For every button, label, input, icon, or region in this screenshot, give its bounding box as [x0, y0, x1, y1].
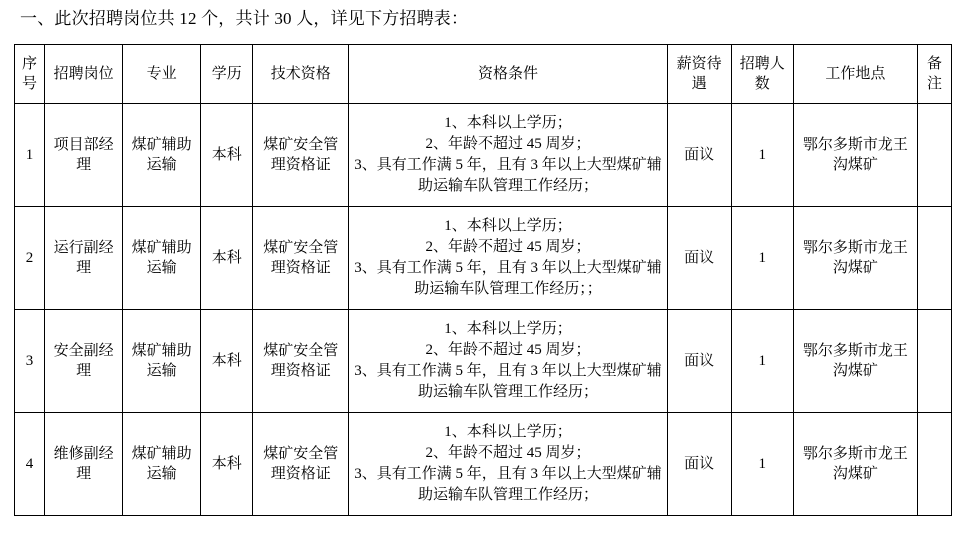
- cell-location-label: 鄂尔多斯市龙王沟煤矿: [802, 342, 908, 379]
- cell-conditions: [349, 104, 667, 207]
- cell-location: [793, 104, 917, 207]
- cell-index: 3: [15, 310, 45, 413]
- cell-location: [793, 413, 917, 516]
- cell-major-label: 煤矿辅助运输: [131, 342, 192, 379]
- cell-conditions: [349, 310, 667, 413]
- cell-location-label: 鄂尔多斯市龙王沟煤矿: [802, 136, 908, 173]
- column-header-major-label: 专业: [146, 65, 177, 82]
- column-header-major: [123, 45, 201, 104]
- table-header-row: [15, 45, 952, 104]
- cell-tech: [253, 104, 349, 207]
- column-header-post-label: 招聘岗位: [53, 65, 114, 82]
- condition-line: 2、年龄不超过 45 周岁；: [425, 239, 591, 255]
- column-header-conditions: [349, 45, 667, 104]
- cell-post: [45, 310, 123, 413]
- column-header-count-label: 招聘人数: [739, 55, 785, 92]
- cell-location: [793, 207, 917, 310]
- cell-major: [123, 310, 201, 413]
- table-body: [15, 104, 952, 516]
- column-header-conditions-label: 资格条件: [477, 65, 538, 82]
- cell-major-label: 煤矿辅助运输: [131, 136, 192, 173]
- cell-note: [917, 310, 951, 413]
- table-row: [15, 310, 952, 413]
- column-header-index: [15, 45, 45, 104]
- condition-line: 2、年龄不超过 45 周岁；: [425, 136, 591, 152]
- cell-post: [45, 207, 123, 310]
- cell-conditions: [349, 413, 667, 516]
- table-row: [15, 104, 952, 207]
- cell-salary: 面议: [667, 413, 731, 516]
- cell-count: 1: [731, 413, 793, 516]
- column-header-tech: [253, 45, 349, 104]
- cell-tech: [253, 310, 349, 413]
- cell-note: [917, 207, 951, 310]
- cell-education: 本科: [201, 207, 253, 310]
- condition-line: 3、具有工作满 5 年，且有 3 年以上大型煤矿辅助运输车队管理工作经历；；: [354, 260, 662, 297]
- cell-major: [123, 207, 201, 310]
- condition-line: 1、本科以上学历；: [444, 218, 572, 234]
- cell-salary: 面议: [667, 207, 731, 310]
- cell-education: 本科: [201, 413, 253, 516]
- cell-education: 本科: [201, 104, 253, 207]
- condition-line: 3、具有工作满 5 年，且有 3 年以上大型煤矿辅助运输车队管理工作经历；: [354, 363, 662, 400]
- recruitment-table: [14, 44, 952, 516]
- column-header-education: [201, 45, 253, 104]
- cell-major: [123, 413, 201, 516]
- cell-tech-label: 煤矿安全管理资格证: [263, 136, 339, 173]
- column-header-note-label: 备注: [926, 55, 942, 92]
- condition-line: 2、年龄不超过 45 周岁；: [425, 445, 591, 461]
- cell-post: [45, 104, 123, 207]
- cell-post-label: 安全副经理: [53, 342, 114, 379]
- condition-line: 1、本科以上学历；: [444, 321, 572, 337]
- table-row: [15, 413, 952, 516]
- cell-note: [917, 104, 951, 207]
- cell-salary: 面议: [667, 104, 731, 207]
- cell-tech-label: 煤矿安全管理资格证: [263, 445, 339, 482]
- column-header-count: [731, 45, 793, 104]
- column-header-education-label: 学历: [211, 65, 242, 82]
- table-header: [15, 45, 952, 104]
- cell-count: 1: [731, 207, 793, 310]
- cell-post-label: 项目部经理: [53, 136, 114, 173]
- column-header-salary-label: 薪资待遇: [676, 55, 722, 92]
- condition-line: 1、本科以上学历；: [444, 424, 572, 440]
- cell-tech: [253, 413, 349, 516]
- cell-index: 2: [15, 207, 45, 310]
- condition-line: 2、年龄不超过 45 周岁；: [425, 342, 591, 358]
- column-header-post: [45, 45, 123, 104]
- column-header-note: [917, 45, 951, 104]
- cell-location-label: 鄂尔多斯市龙王沟煤矿: [802, 445, 908, 482]
- cell-count: 1: [731, 104, 793, 207]
- column-header-index-label: 序号: [22, 55, 38, 92]
- cell-post: [45, 413, 123, 516]
- cell-tech-label: 煤矿安全管理资格证: [263, 239, 339, 276]
- cell-education: 本科: [201, 310, 253, 413]
- cell-major-label: 煤矿辅助运输: [131, 445, 192, 482]
- condition-line: 1、本科以上学历；: [444, 115, 572, 131]
- column-header-location: [793, 45, 917, 104]
- condition-line: 3、具有工作满 5 年，且有 3 年以上大型煤矿辅助运输车队管理工作经历；: [354, 157, 662, 194]
- column-header-tech-label: 技术资格: [270, 65, 331, 82]
- cell-conditions: [349, 207, 667, 310]
- cell-major-label: 煤矿辅助运输: [131, 239, 192, 276]
- condition-line: 3、具有工作满 5 年，且有 3 年以上大型煤矿辅助运输车队管理工作经历；: [354, 466, 662, 503]
- cell-note: [917, 413, 951, 516]
- cell-location: [793, 310, 917, 413]
- cell-post-label: 维修副经理: [53, 445, 114, 482]
- cell-tech-label: 煤矿安全管理资格证: [263, 342, 339, 379]
- cell-tech: [253, 207, 349, 310]
- cell-index: 4: [15, 413, 45, 516]
- cell-post-label: 运行副经理: [53, 239, 114, 276]
- column-header-salary: [667, 45, 731, 104]
- cell-major: [123, 104, 201, 207]
- cell-count: 1: [731, 310, 793, 413]
- column-header-location-label: 工作地点: [825, 65, 886, 82]
- cell-salary: 面议: [667, 310, 731, 413]
- table-row: [15, 207, 952, 310]
- cell-location-label: 鄂尔多斯市龙王沟煤矿: [802, 239, 908, 276]
- cell-index: 1: [15, 104, 45, 207]
- intro-paragraph: 一、此次招聘岗位共 12 个，共计 30 人，详见下方招聘表：: [20, 9, 469, 28]
